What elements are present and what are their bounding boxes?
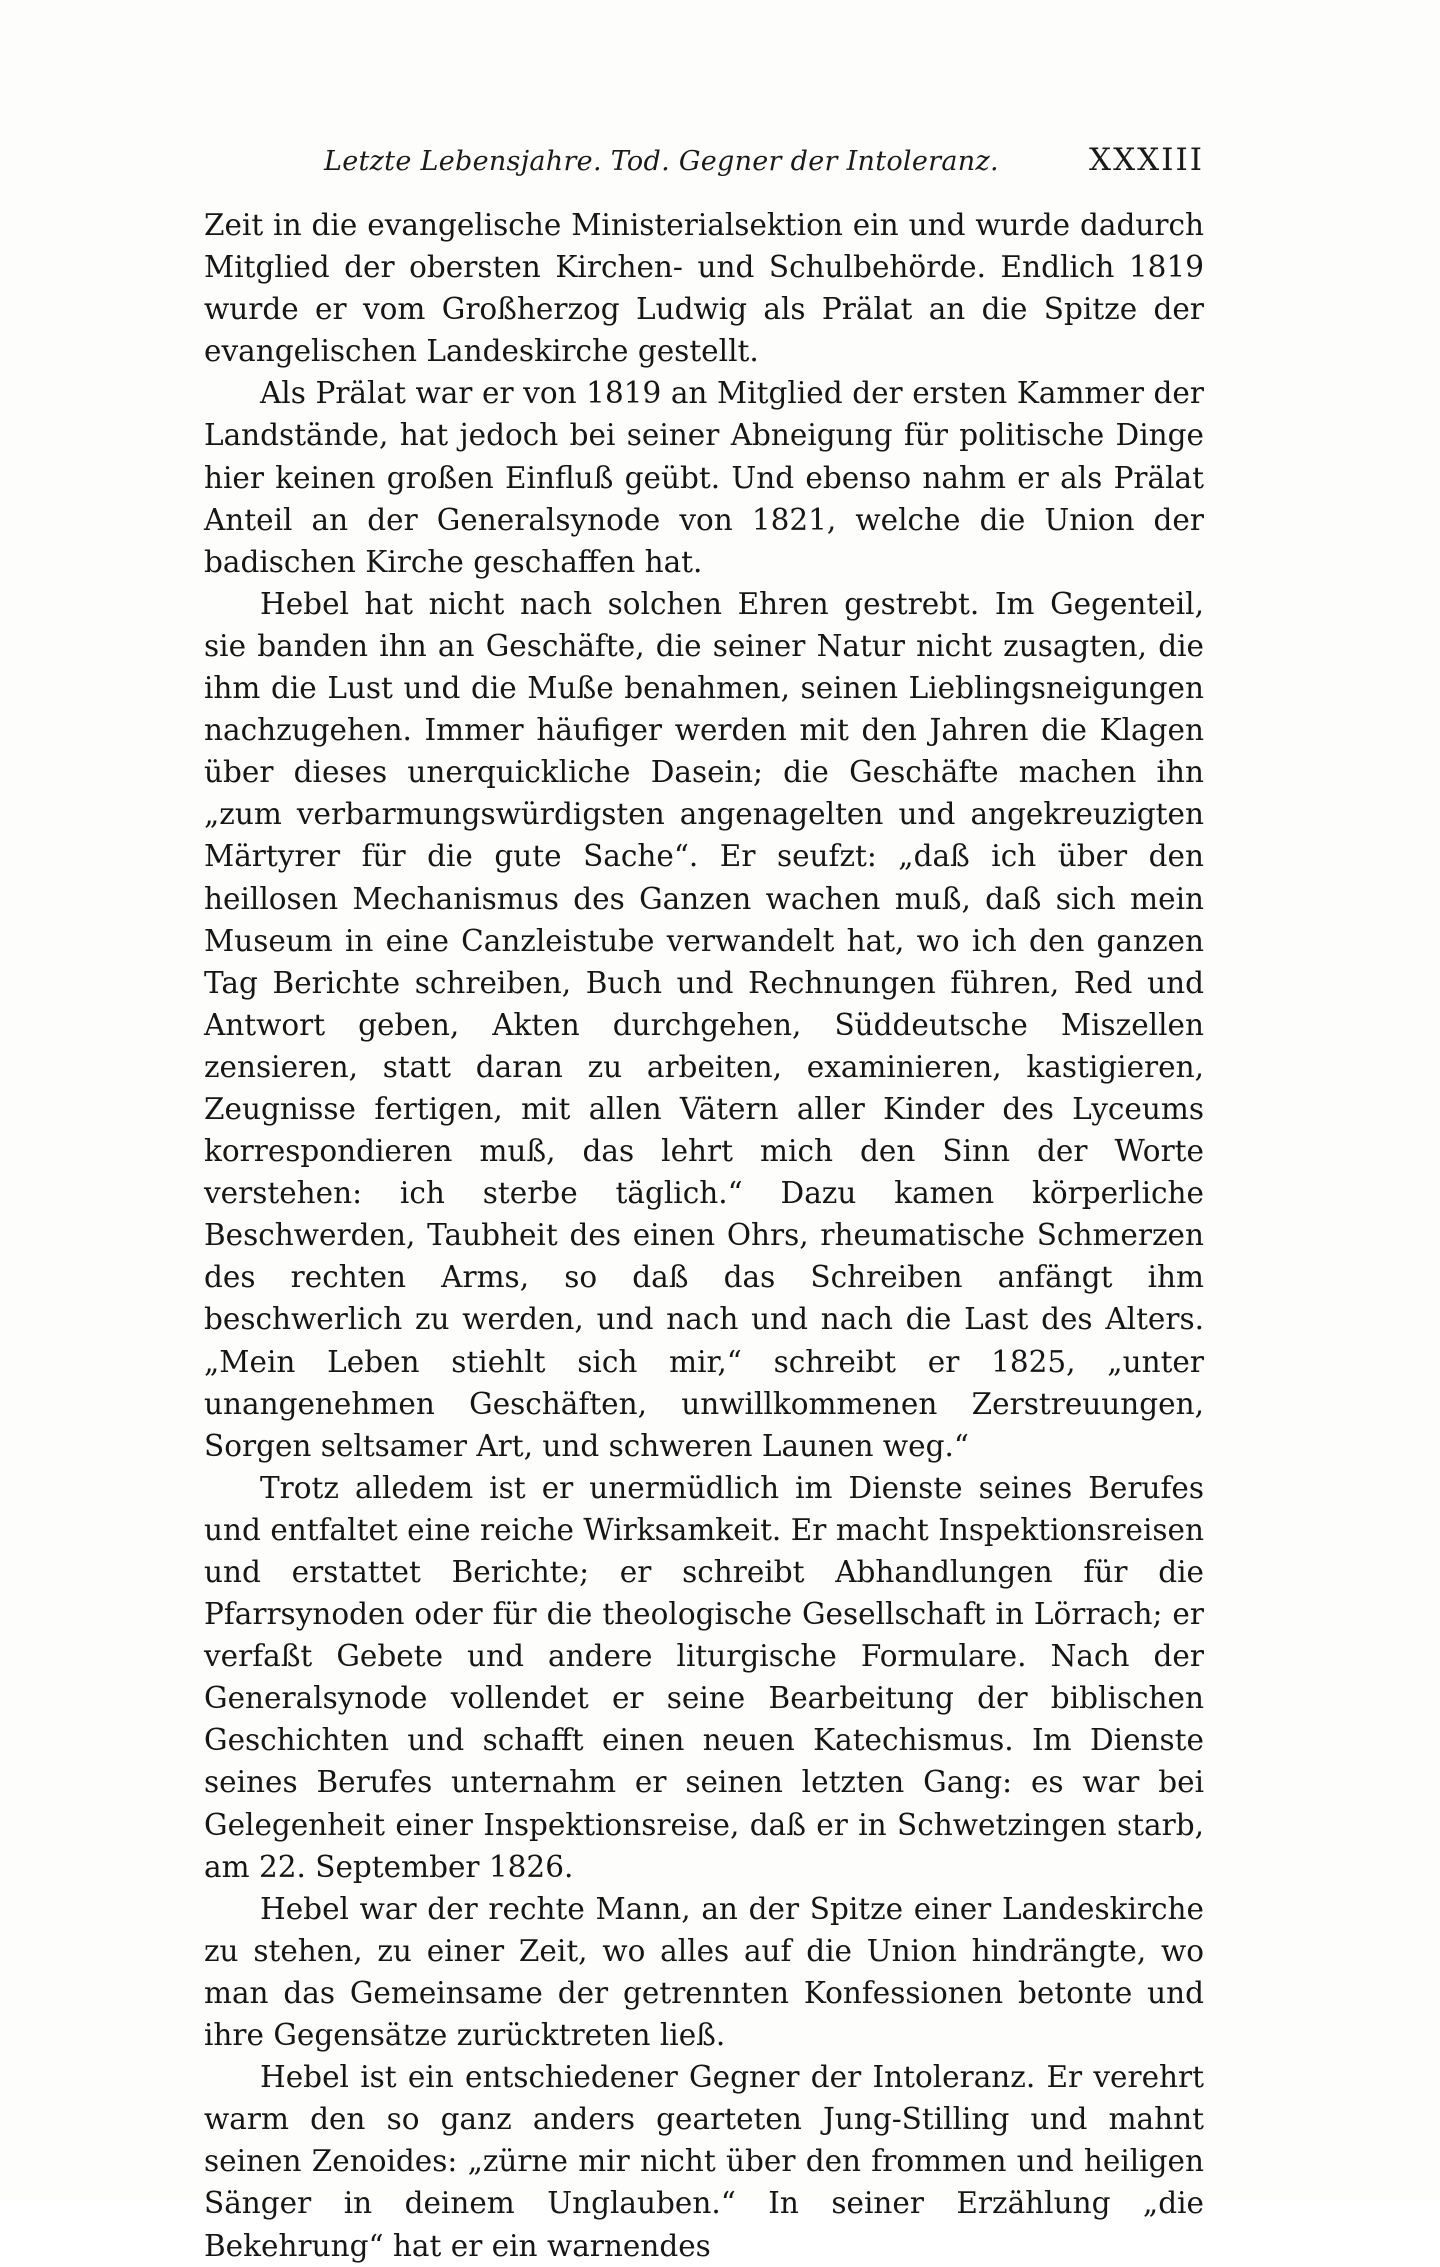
paragraph: Hebel war der rechte Mann, an der Spitze einer Landeskirche zu stehen, zu einer Zeit, wo alles auf die Union hindrängte, wo man das Gemeinsame der getrennten Konfessionen betonte und ihre Gegensätze zurücktreten ließ.: [204, 1891, 1204, 2053]
paragraph: Hebel hat nicht nach solchen Ehren gestrebt. Im Gegenteil, sie banden ihn an Geschäfte, die seiner Natur nicht zusagten, die ihm die Lust und die Muße benahmen, seinen Lieblingsneigungen nachzugehen. Immer häufiger werden mit den Jahren die Klagen über dieses unerquickliche Dasein; die Geschäfte machen ihn „zum verbarmungswürdigsten angenagelten und angekreuzigten Märtyrer für die gute Sache“. Er seufzt: „daß ich über den heillosen Mechanismus des Ganzen wachen muß, daß sich mein Museum in eine Canzleistube verwandelt hat, wo ich den ganzen Tag Berichte schreiben, Buch und Rechnungen führen, Red und Antwort geben, Akten durchgehen, Süddeutsche Miszellen zensieren, statt daran zu arbeiten, examinieren, kastigieren, Zeugnisse fertigen, mit allen Vätern aller Kinder des Lyceums korrespondieren muß, das lehrt mich den Sinn der Worte verstehen: ich sterbe täglich.“ Dazu kamen körperliche Beschwerden, Taubheit des einen Ohrs, rheumatische Schmerzen des rechten Arms, so daß das Schreiben anfängt ihm beschwerlich zu werden, und nach und nach die Last des Alters. „Mein Leben stiehlt sich mir,“ schreibt er 1825, „unter unangenehmen Geschäften, unwillkommenen Zerstreuungen, Sorgen seltsamer Art, und schweren Launen weg.“: [204, 586, 1204, 1463]
page-header: [204, 142, 1204, 182]
running-title: Letzte Lebensjahre. Tod. Gegner der Intoleranz.: [324, 146, 999, 177]
paragraph: Als Prälat war er von 1819 an Mitglied der ersten Kammer der Landstände, hat jedoch bei seiner Abneigung für politische Dinge hier keinen großen Einfluß geübt. Und ebenso nahm er als Prälat Anteil an der Generalsynode von 1821, welche die Union der badischen Kirche geschaffen hat.: [204, 376, 1204, 579]
paragraph-continuation: Zeit in die evangelische Ministerialsektion ein und wurde dadurch Mitglied der obersten Kirchen- und Schulbehörde. Endlich 1819 wurde er vom Großherzog Ludwig als Prälat an die Spitze der evangelischen Landeskirche gestellt.: [204, 208, 1204, 369]
page-number: XXXIII: [1089, 142, 1204, 178]
paragraph: Trotz alledem ist er unermüdlich im Dienste seines Berufes und entfaltet eine reiche Wirksamkeit. Er macht Inspektionsreisen und erstattet Berichte; er schreibt Abhandlungen für die Pfarrsynoden oder für die theologische Gesellschaft in Lörrach; er verfaßt Gebete und andere liturgische Formulare. Nach der Generalsynode vollendet er seine Bearbeitung der biblischen Geschichten und schafft einen neuen Katechismus. Im Dienste seines Berufes unternahm er seinen letzten Gang: es war bei Gelegenheit einer Inspektionsreise, daß er in Schwetzingen starb, am 22. September 1826.: [204, 1470, 1204, 1884]
body-text: [204, 204, 1204, 2267]
paragraph: Hebel ist ein entschiedener Gegner der Intoleranz. Er verehrt warm den so ganz anders gearteten Jung-Stilling und mahnt seinen Zenoides: „zürne mir nicht über den frommen und heiligen Sänger in deinem Unglauben.“ In seiner Erzählung „die Bekehrung“ hat er ein warnendes: [204, 2060, 1204, 2263]
